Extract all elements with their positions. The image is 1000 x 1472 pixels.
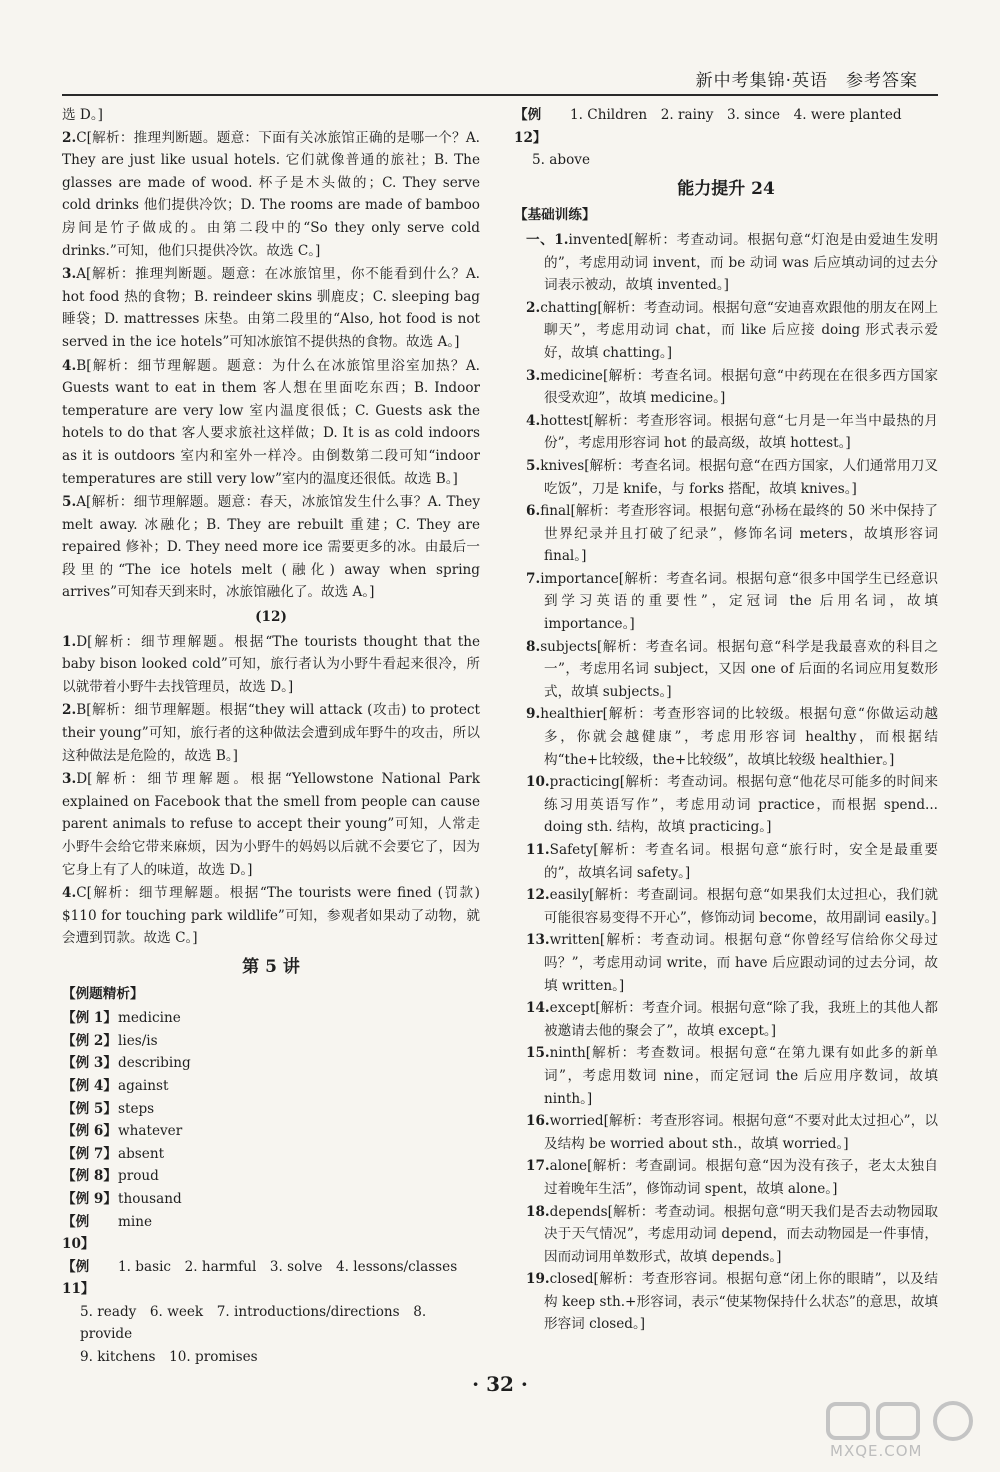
answer-item: 15.ninth[解析：考查数词。根据句意“在第九课有如此多的新单词”，考虑用数词 nine，而定冠词 the 后应用序数词，故填 ninth。]	[526, 1045, 938, 1107]
answer-item: 3.A[解析：推理判断题。题意：在冰旅馆里，你不能看到什么？A. hot food 热的食物；B. reindeer skins 驯鹿皮；C. sleeping bag 睡袋；D. mattresses 床垫。由第二段里的“Also, hot food is not served in the ice hotels”可知冰旅馆不提供热的食物。故选 A。]	[62, 266, 480, 350]
basic-training-heading: 【基础训练】	[514, 207, 596, 224]
answer-item: 17.alone[解析：考查副词。根据句意“因为没有孩子，老太太独自过着晚年生活”，修饰动词 spent，故填 alone。]	[526, 1158, 938, 1197]
section-title: 能力提升 24	[677, 178, 775, 199]
section-12-heading: (12)	[255, 609, 287, 626]
page-number: · 32 ·	[472, 1372, 528, 1396]
example-11-line2: 5. ready 6. week 7. introductions/directions 8. provide	[80, 1303, 427, 1343]
answer-item: 2.chatting[解析：考查动词。根据句意“安迪喜欢跟他的朋友在网上聊天”，考虑用动词 chat，而 like 后应接 doing 形式表示爱好，故填 chatting。]	[526, 299, 938, 361]
answer-item: 18.depends[解析：考查动词。根据句意“明天我们是否去动物园取决于天气情况”，考虑用动词 depend，而去动物园是一件事情，因而动词用单数形式，故填 depends。]	[526, 1203, 938, 1265]
answer-item: 6.final[解析：考查形容词。根据句意“孙杨在最终的 50 米中保持了世界纪录并且打破了纪录”，修饰名词 meters，故填形容词 final。]	[526, 503, 938, 565]
example-row-11: 【例 11】 1. basic 2. harmful 3. solve 4. lessons/classes	[62, 1258, 458, 1298]
examples-list	[62, 1007, 480, 1369]
answer-item: 8.subjects[解析：考查名词。根据句意“科学是我最喜欢的科目之一”，考虑用名词 subject，又因 one of 后面的名词应用复数形式，故填 subjects。]	[526, 638, 938, 700]
answer-item: 5.knives[解析：考查名词。根据句意“在西方国家，人们通常用刀叉吃饭”，刀是 knife，与 forks 搭配，故填 knives。]	[526, 457, 938, 497]
page-header	[62, 0, 938, 96]
left-column	[62, 104, 480, 1369]
answer-item: 4.C[解析：细节理解题。根据“The tourists were fined (罚款) $110 for touching park wildlife”可知，参观者如果动了动物，就会遭到罚款。故选 C。]	[62, 885, 480, 947]
watermark-logo	[818, 1398, 988, 1464]
answer-item: 16.worried[解析：考查形容词。根据句意“不要对此太过担心”，以及结构 be worried about sth.，故填 worried。]	[526, 1113, 938, 1152]
answer-item: 9.healthier[解析：考查形容词的比较级。根据句意“你做运动越多，你就会越健康”，考虑用形容词 healthy，而根据结构“the+比较级，the+比较级”，故填比较级 healthier。]	[526, 706, 938, 768]
continued-line: 选 D。]	[62, 107, 103, 123]
answer-item: 一、1.invented[解析：考查动词。根据句意“灯泡是由爱迪生发明的”，考虑用动词 invent，而 be 动词 was 后应填动词的过去分词表示被动，故填 invented。]	[526, 231, 938, 294]
example-row-12: 【例 12】 1. Children 2. rainy 3. since 4. were planted	[514, 107, 902, 146]
example-row: 【例 4】 against	[62, 1077, 169, 1094]
example-row: 【例 3】 describing	[62, 1055, 191, 1072]
answer-item: 2.B[解析：细节理解题。根据“they will attack (攻击) to protect their young”可知，旅行者的这种做法会遭到成年野牛的攻击，所以这种做法是危险的，故选 B。]	[62, 702, 480, 764]
example-row: 【例 6】 whatever	[62, 1123, 183, 1140]
lecture-title: 第 5 讲	[242, 956, 300, 977]
answer-item: 10.practicing[解析：考查动词。根据句意“他花尽可能多的时间来练习用英语写作”，考虑用动词 practice，而根据 spend... doing sth. 结构，故填 practicing。]	[526, 774, 938, 836]
answer-item: 14.except[解析：考查介词。根据句意“除了我，我班上的其他人都被邀请去他的聚会了”，故填 except。]	[526, 1000, 938, 1039]
answer-item: 12.easily[解析：考查副词。根据句意“如果我们太过担心，我们就可能很容易变得不开心”，修饰动词 become，故用副词 easily。]	[526, 887, 938, 926]
watermark-text: MXQE.COM	[830, 1442, 923, 1460]
example-row: 【例 5】 steps	[62, 1100, 155, 1117]
watermark-icon	[818, 1398, 988, 1442]
example-row: 【例 2】 lies/is	[62, 1032, 158, 1049]
answer-item: 4.B[解析：细节理解题。题意：为什么在冰旅馆里浴室加热？A. Guests want to eat in them 客人想在里面吃东西；B. Indoor temperature are very low 室内温度很低；C. Guests ask the hotels to do that 客人要求旅社这样做；D. It is as cold indoors as it is outdoors 室内和室外一样冷。由倒数第二段可知“indoor temperatures are still very low”室内的温度还很低。故选 B。]	[62, 357, 480, 487]
answer-item: 3.medicine[解析：考查名词。根据句意“中药现在在很多西方国家很受欢迎”，故填 medicine。]	[526, 367, 938, 407]
example-12-line2: 5. above	[532, 152, 591, 169]
example-row: 【例 10】 mine	[62, 1213, 153, 1253]
example-row: 【例 8】 proud	[62, 1168, 159, 1185]
answer-item: 2.C[解析：推理判断题。题意：下面有关冰旅馆正确的是哪一个？A. They are just like usual hotels. 它们就像普通的旅社；B. The glasses are made of wood. 杯子是木头做的；C. They serve cold drinks 他们提供冷饮；D. The rooms are made of bamboo 房间是竹子做成的。由第二段中的“So they only serve cold drinks.”可知，他们只提供冷饮。故选 C。]	[62, 129, 480, 259]
answer-item: 5.A[解析：细节理解题。题意：春天，冰旅馆发生什么事？A. They melt away. 冰融化；B. They are rebuilt 重建；C. They are repaired 修补；D. They need more ice 需要更多的冰。由最后一段里的“The ice hotels melt (融化) away when spring arrives”可知春天到来时，冰旅馆融化了。故选 A。]	[62, 494, 480, 601]
example-row: 【例 7】 absent	[62, 1145, 165, 1162]
header-title: 新中考集锦·英语 参考答案	[695, 71, 918, 91]
answer-item: 19.closed[解析：考查形容词。根据句意“闭上你的眼睛”，以及结构 keep sth.+形容词，表示“使某物保持什么状态”的意思，故填形容词 closed。]	[526, 1271, 938, 1333]
example-row: 【例 9】 thousand	[62, 1190, 182, 1207]
answer-item: 3.D[解析：细节理解题。根据“Yellowstone National Park explained on Facebook that the smell from people can cause parent animals to refuse to accept their young”可知，人常走小野牛会给它带来麻烦，因为小野牛的妈妈以后就不会要它了，因为它身上有了人的味道，故选 D。]	[62, 771, 480, 878]
answer-item: 7.importance[解析：考查名词。根据句意“很多中国学生已经意识到学习英语的重要性”，定冠词 the 后用名词，故填 importance。]	[526, 570, 938, 633]
answer-item: 1.D[解析：细节理解题。根据“The tourists thought that the baby bison looked cold”可知，旅行者认为小野牛看起来很冷，所以就带着小野牛去找管理员，故选 D。]	[62, 633, 480, 695]
examples-heading: 【例题精析】	[62, 985, 144, 1002]
example-11-line3: 9. kitchens 10. promises	[80, 1349, 258, 1366]
answer-item: 11.Safety[解析：考查名词。根据句意“旅行时，安全是最重要的”，故填名词 safety。]	[526, 842, 938, 881]
answer-item: 4.hottest[解析：考查形容词。根据句意“七月是一年当中最热的月份”，考虑用形容词 hot 的最高级，故填 hottest。]	[526, 412, 938, 452]
example-row: 【例 1】 medicine	[62, 1010, 181, 1027]
answer-item: 13.written[解析：考查动词。根据句意“你曾经写信给你父母过吗？”，考虑用动词 write，而 have 后应跟动词的过去分词，故填 written。]	[526, 932, 938, 994]
right-column	[514, 104, 938, 1336]
